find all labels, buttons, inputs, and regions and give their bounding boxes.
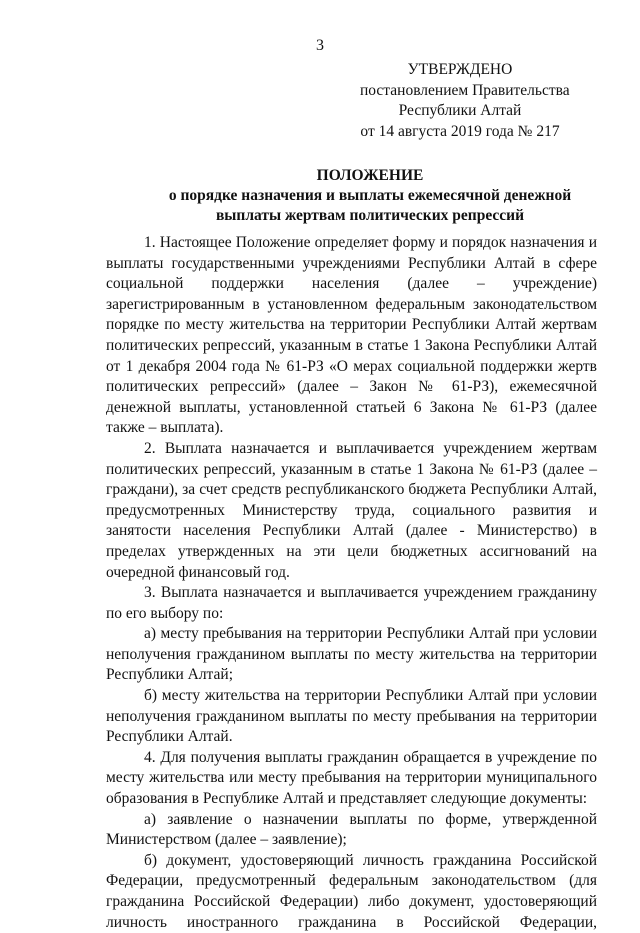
paragraph-2: 2. Выплата назначается и выплачивается учреждением жертвам политических репрессий, указанным в статье 1 Закона № 61-РЗ (далее – граждани), за счет средств республиканского бюджета Республики Алтай, предусмотренных Министерству труда, социального развития и занятости населения Республики Алтай (далее - Министерство) в пределах утвержденных на эти цели бюджетных ассигнований на очередной финансовый год. (106, 439, 597, 581)
paragraph-3a: а) месту пребывания на территории Республики Алтай при условии неполучения гражданином выплаты по месту жительства на территории Республики Алтай; (106, 625, 597, 684)
approval-line: постановлением Правительства (360, 81, 570, 99)
document-body (106, 233, 597, 933)
paragraph-1: 1. Настоящее Положение определяет форму и порядок назначения и выплаты государственными учреждениями Республики Алтай в сфере социальной поддержки населения (далее – учреждение) зарегистрированным в установленном федеральным законодательством порядке по месту жительства на территории Республики Алтай жертвам политических репрессий, указанным в статье 1 Закона Республики Алтай от 1 декабря 2004 года № 61-РЗ «О мерах социальной поддержки жертв политических репрессий» (далее – Закон № 61-РЗ), ежемесячной денежной выплаты, установленной статьей 6 Закона № 61-РЗ (далее также – выплата). (106, 234, 597, 437)
paragraph-3: 3. Выплата назначается и выплачивается учреждением гражданину по его выбору по: (106, 584, 597, 622)
page-number: 3 (316, 37, 324, 54)
document-title (120, 166, 620, 226)
approval-line: от 14 августа 2019 года № 217 (360, 122, 560, 140)
title-subtitle-line: о порядке назначения и выплаты ежемесячной денежной (168, 187, 572, 204)
title-subtitle-line: выплаты жертвам политических репрессий (215, 207, 525, 224)
approval-line: УТВЕРЖДЕНО (407, 61, 513, 78)
paragraph-4b: б) документ, удостоверяющий личность гражданина Российской Федерации, предусмотренный федеральным законодательством (для гражданина Российской Федерации) либо документ, удостоверяющий личность иностранного гражданина в Российской Федерации, (106, 851, 597, 931)
paragraph-4: 4. Для получения выплаты гражданин обращается в учреждение по месту жительства или месту пребывания на территории муниципального образования в Республике Алтай и представляет следующие документы: (106, 748, 597, 808)
paragraph-4a: а) заявление о назначении выплаты по форме, утвержденной Министерством (далее – заявление); (106, 810, 597, 849)
approval-stamp (360, 60, 570, 142)
paragraph-3b: б) месту жительства на территории Республики Алтай при условии неполучения гражданином выплаты по месту пребывания на территории Республики Алтай. (106, 687, 597, 746)
title-heading: ПОЛОЖЕНИЕ (316, 167, 424, 184)
approval-line: Республики Алтай (398, 102, 522, 119)
